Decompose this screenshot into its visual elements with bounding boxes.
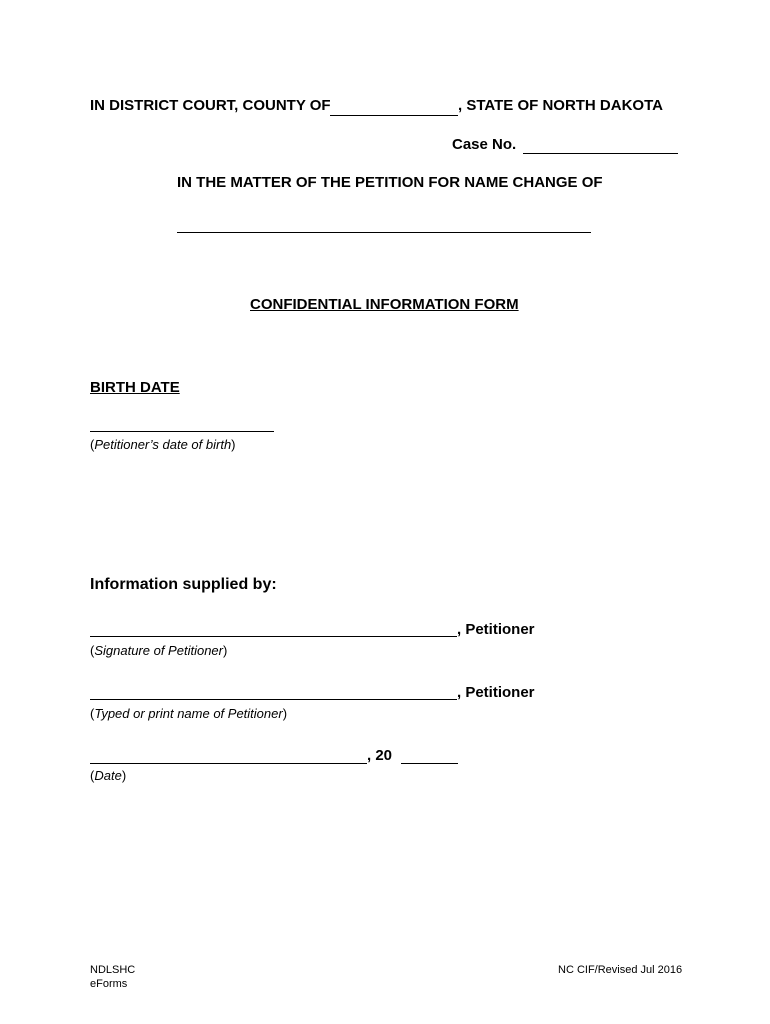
date-blank[interactable] — [90, 763, 367, 764]
birth-date-heading: BIRTH DATE — [90, 379, 180, 396]
date-note: (Date) — [90, 768, 127, 783]
typed-suffix: , Petitioner — [457, 684, 535, 701]
footer-left-line1: NDLSHC — [90, 964, 136, 976]
supplied-heading: Information supplied by: — [90, 576, 277, 593]
signature-suffix: , Petitioner — [457, 621, 535, 638]
signature-blank[interactable] — [90, 636, 457, 637]
court-prefix: IN DISTRICT COURT, COUNTY OF — [90, 97, 331, 114]
matter-title: IN THE MATTER OF THE PETITION FOR NAME CHANGE OF — [177, 174, 603, 191]
case-no-blank[interactable] — [523, 153, 678, 154]
form-title: CONFIDENTIAL INFORMATION FORM — [250, 296, 519, 313]
signature-note: (Signature of Petitioner) — [90, 643, 228, 658]
typed-name-blank[interactable] — [90, 699, 457, 700]
footer-left-line2: eForms — [90, 978, 128, 990]
case-no-label: Case No. — [452, 136, 517, 153]
birth-date-blank[interactable] — [90, 431, 274, 432]
typed-note: (Typed or print name of Petitioner) — [90, 706, 288, 721]
footer-right: NC CIF/Revised Jul 2016 — [558, 964, 683, 976]
name-blank[interactable] — [177, 232, 591, 233]
year-blank[interactable] — [401, 763, 458, 764]
county-blank[interactable] — [330, 115, 458, 116]
court-suffix: , STATE OF NORTH DAKOTA — [458, 97, 663, 114]
birth-date-note: (Petitioner’s date of birth) — [90, 437, 236, 452]
date-mid: , 20 — [367, 747, 393, 764]
